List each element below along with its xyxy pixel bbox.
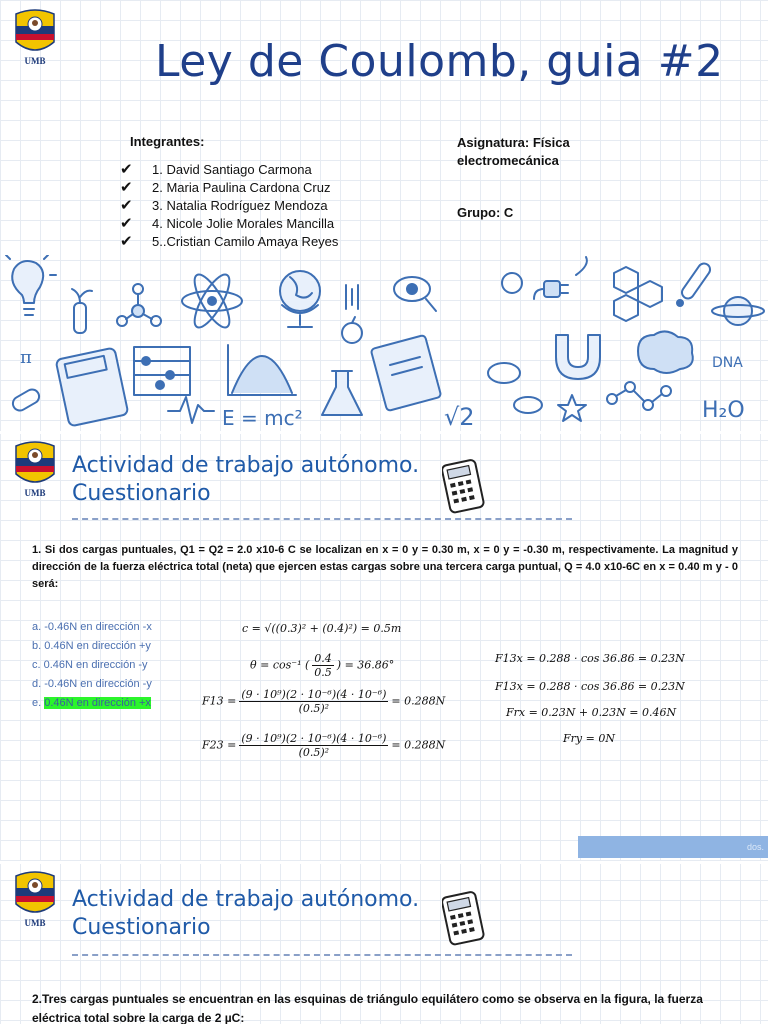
saturn-icon: [712, 297, 764, 325]
option-c: c. 0.46N en dirección -y: [32, 659, 148, 671]
molecule-chain-icon: [607, 382, 671, 410]
globe-icon: [280, 271, 320, 327]
logo-text: UMB: [24, 918, 46, 928]
equation-f23: F23 = $\frac{\text{(9 · 10⁹)(2 · 10⁻⁶)(4 · 10⁻⁶)}}{\text{(0.5)²}}$ = 0.288N: [202, 732, 446, 759]
members-list: [120, 160, 338, 250]
pill-icon: [10, 387, 41, 413]
dna-icon: [712, 355, 743, 371]
correct-answer-highlight: 0.46N en dirección +x: [44, 697, 151, 709]
option-e-prefix: e.: [32, 697, 45, 709]
svg-text:√2: √2: [444, 403, 475, 430]
check-icon: ✔: [120, 161, 133, 178]
magnet-icon: [556, 335, 600, 379]
equation-f13x-2: F13x = 0.288 · cos 36.86 = 0.23N: [495, 680, 685, 693]
footer-text: dos.: [746, 842, 764, 852]
svg-text:π: π: [20, 347, 32, 368]
member-name: 4. Nicole Jolie Morales Mancilla: [152, 215, 335, 231]
section-title: [72, 452, 419, 508]
university-logo: [12, 440, 58, 500]
member-item: [120, 178, 338, 196]
equation-fry: Fry = 0N: [563, 732, 615, 745]
member-name: 2. Maria Paulina Cardona Cruz: [152, 179, 331, 195]
section-title-line1: Actividad de trabajo autónomo.: [72, 887, 420, 912]
logo-text: UMB: [24, 56, 46, 66]
star-icon: [558, 395, 586, 421]
h2o-formula: [702, 398, 745, 423]
equation-f13x-1: F13x = 0.288 · cos 36.86 = 0.23N: [495, 652, 685, 665]
plug-icon: [534, 257, 587, 299]
equation-f13: F13 = $\frac{\text{(9 · 10⁹)(2 · 10⁻⁶)(4 · 10⁻⁶)}}{\text{(0.5)²}}$ = 0.288N: [202, 688, 446, 715]
member-name: 1. David Santiago Carmona: [152, 161, 312, 177]
question-2-text: 2.Tres cargas puntuales se encuentran en las esquinas de triángulo equilátero como se observa en la figura, la fuerza eléctrica total sobre la carga de 2 µC:: [32, 992, 703, 1024]
section-title-line1: Actividad de trabajo autónomo.: [72, 453, 420, 478]
member-item: [120, 160, 338, 178]
university-logo: [12, 8, 58, 68]
check-icon: ✔: [120, 215, 133, 232]
question-2-slide: [0, 862, 768, 1024]
calculator-icon: [442, 458, 486, 516]
dashed-divider: [72, 518, 572, 520]
equation-c: c = √((0.3)² + (0.4)²) = 0.5m: [242, 622, 402, 635]
check-icon: ✔: [120, 197, 133, 214]
planet-icon: [502, 273, 522, 293]
member-item: [120, 196, 338, 214]
emc2-formula: [222, 406, 303, 430]
science-doodles-illustration: [0, 255, 768, 430]
thermometer-tube-icon: [677, 261, 712, 306]
check-icon: ✔: [120, 179, 133, 196]
university-logo: [12, 870, 58, 930]
calculator-doodle-icon: [56, 348, 129, 427]
question-1-slide: [0, 432, 768, 862]
footer-bar: [578, 836, 768, 858]
team-heading: Integrantes:: [130, 134, 205, 149]
svg-text:E = mc²: E = mc²: [222, 406, 303, 430]
heartbeat-line-icon: [168, 397, 214, 423]
option-e: [32, 694, 152, 713]
page-title: Ley de Coulomb, guia #2: [155, 36, 724, 87]
logo-text: UMB: [24, 488, 46, 498]
book-icon: [371, 335, 442, 411]
hexagon-molecule-icon: [614, 267, 662, 321]
subject-label: Asignatura: Física electromecánica: [457, 135, 570, 168]
member-item: [120, 232, 338, 250]
bell-curve-graph-icon: [228, 345, 296, 395]
pi-symbol: [20, 347, 32, 368]
member-name: 5..Cristian Camilo Amaya Reyes: [152, 233, 339, 249]
group-label: Grupo: C: [457, 205, 514, 220]
abacus-icon: [134, 347, 190, 395]
member-name: 3. Natalia Rodríguez Mendoza: [152, 197, 328, 213]
flask-icon: [322, 371, 362, 415]
svg-text:H₂O: H₂O: [702, 398, 745, 423]
member-item: [120, 214, 338, 232]
sqrt-symbol: [444, 403, 475, 430]
check-icon: ✔: [120, 233, 133, 250]
equation-theta: θ = cos⁻¹ ( $\frac{0.4}{0.5}$ ) = 36.86°: [250, 652, 395, 679]
section-title-line2: Cuestionario: [72, 481, 211, 506]
cover-slide: [0, 0, 768, 432]
calculator-icon: [442, 890, 486, 948]
question-text: 1. Si dos cargas puntuales, Q1 = Q2 = 2.0 x10-6 C se localizan en x = 0 y = 0.30 m, x = 0 y = -0.30 m, respectivamente. La magnitud y dirección de la fuerza eléctrica total (neta) que ejercen estas cargas sobre una tercera carga puntual, Q = 4.0 x10-6C en x = 0.40 m y - 0 será:: [32, 544, 738, 590]
eye-microscope-icon: [394, 277, 436, 311]
option-a: a. -0.46N en dirección -x: [32, 621, 152, 633]
answer-options: [32, 618, 152, 713]
atom-icon: [182, 270, 242, 332]
bacteria-icon: [488, 363, 542, 413]
section-title: [72, 886, 419, 942]
lightbulb-icon: [6, 255, 56, 315]
equation-frx: Frx = 0.23N + 0.23N = 0.46N: [506, 706, 677, 719]
brain-icon: [638, 331, 693, 373]
test-tube-plant-icon: [72, 289, 92, 333]
molecule-icon: [117, 284, 161, 326]
section-title-line2: Cuestionario: [72, 915, 211, 940]
option-d: d. -0.46N en dirección -y: [32, 678, 152, 690]
option-b: b. 0.46N en dirección +y: [32, 640, 151, 652]
falling-apple-icon: [342, 285, 362, 343]
svg-text:DNA: DNA: [712, 355, 743, 371]
dashed-divider: [72, 954, 572, 956]
